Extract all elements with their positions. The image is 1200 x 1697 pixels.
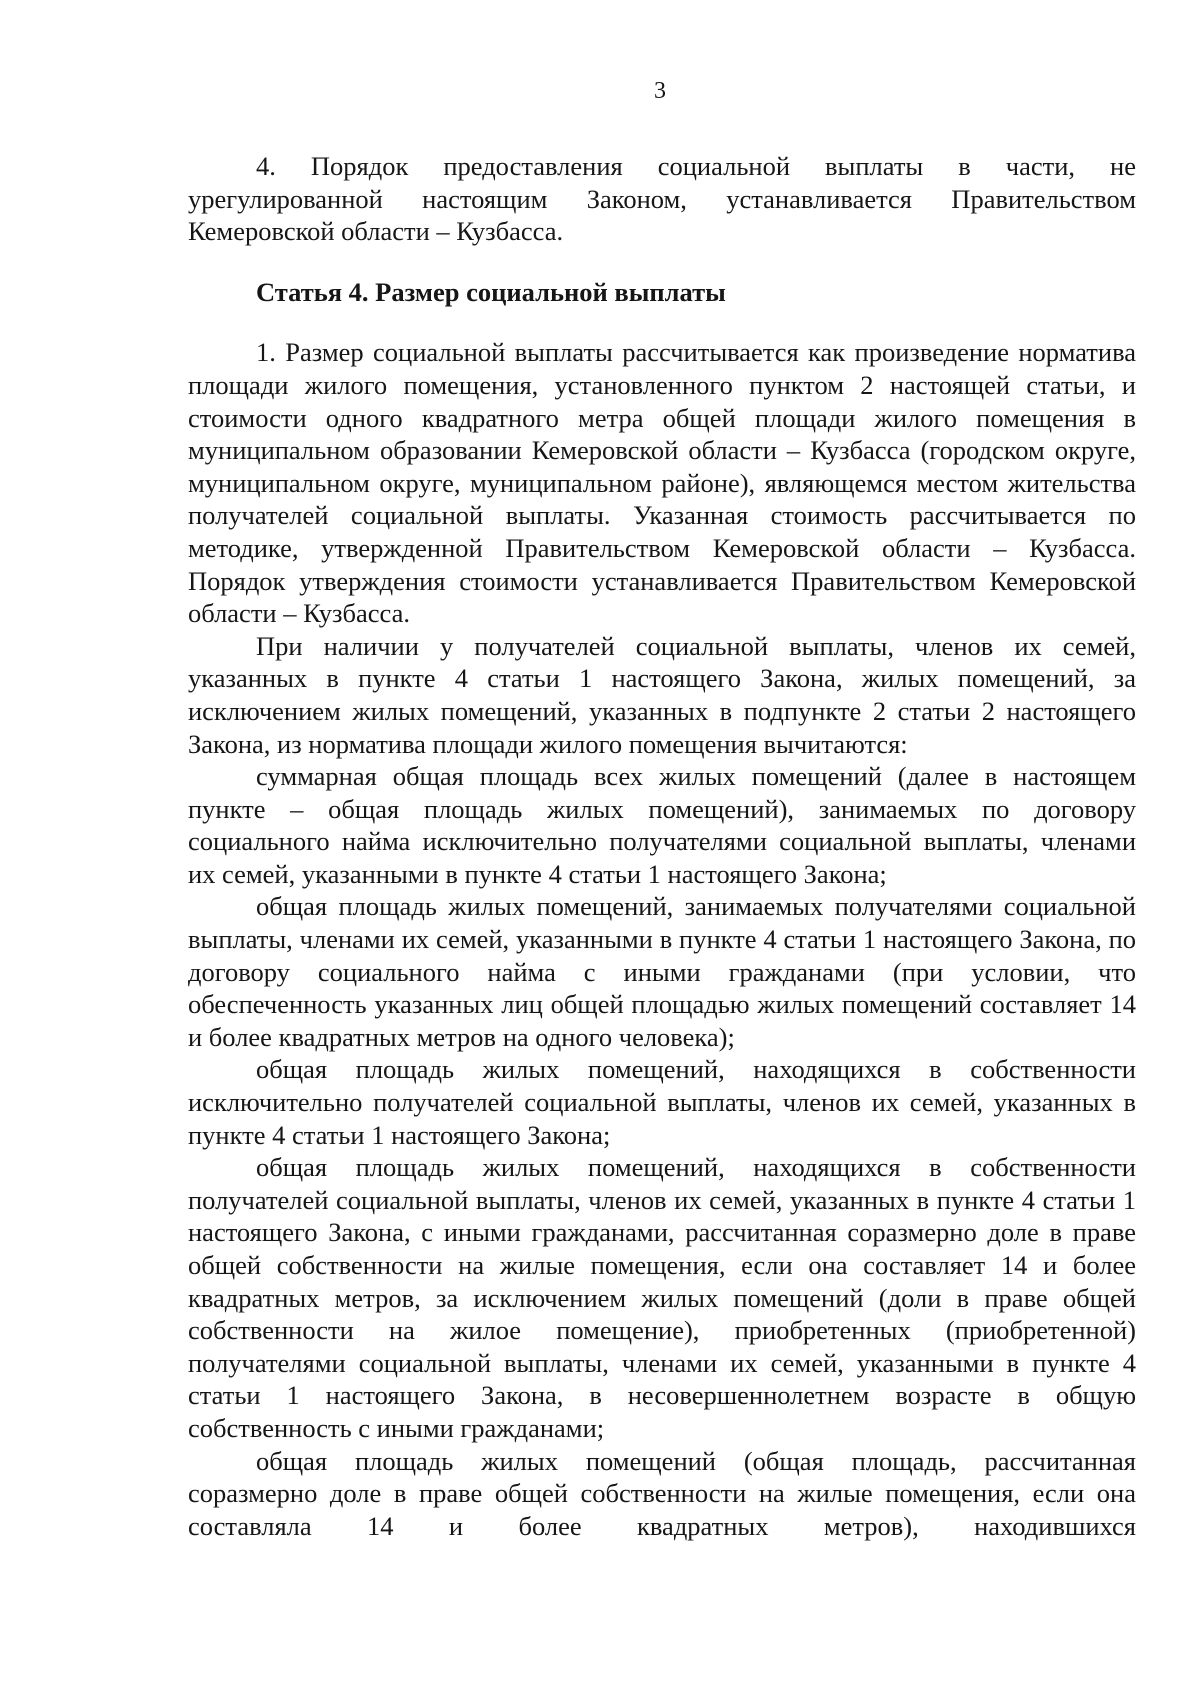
paragraph-7: общая площадь жилых помещений (общая площадь, рассчитанная соразмерно доле в праве общей собственности на жилые помещения, если она составляла 14 и более квадратных метров), находившихся [188,1445,1136,1541]
paragraph-6: общая площадь жилых помещений, находящихся в собственности получателей социальной выплаты, членов их семей, указанных в пункте 4 статьи 1 настоящего Закона, с иными гражданами, рассчитанная соразмерно доле в праве общей собственности на жилые помещения, если она составляет 14 и более квадратных метров, за исключением жилых помещений (доли в праве общей собственности на жилое помещение), приобретенных (приобретенной) получателями социальной выплаты, членами их семей, указанными в пункте 4 статьи 1 настоящего Закона, в несовершеннолетнем возрасте в общую собственность с иными гражданами; [188,1152,1136,1443]
paragraph-3: суммарная общая площадь всех жилых помещений (далее в настоящем пункте – общая площадь жилых помещений), занимаемых по договору социального найма исключительно получателями социальной выплаты, членами их семей, указанными в пункте 4 статьи 1 настоящего Закона; [188,761,1136,889]
paragraph-4: общая площадь жилых помещений, занимаемых получателями социальной выплаты, членами их семей, указанными в пункте 4 статьи 1 настоящего Закона, по договору социального найма с иными гражданами (при условии, что обеспеченность указанных лиц общей площадью жилых помещений составляет 14 и более квадратных метров на одного человека); [188,891,1136,1052]
intro-paragraph: 4. Порядок предоставления социальной выплаты в части, не урегулированной настоящим Законом, устанавливается Правительством Кемеровской области – Кузбасса. [188,151,1136,247]
paragraph-2: При наличии у получателей социальной выплаты, членов их семей, указанных в пункте 4 статьи 1 настоящего Закона, жилых помещений, за исключением жилых помещений, указанных в подпункте 2 статьи 2 настоящего Закона, из норматива площади жилого помещения вычитаются: [188,630,1136,759]
page-number: 3 [654,78,666,104]
document-body [188,150,1136,1542]
article-heading: Статья 4. Размер социальной выплаты [256,276,726,307]
paragraph-5: общая площадь жилых помещений, находящихся в собственности исключительно получателей социальной выплаты, членов их семей, указанных в пункте 4 статьи 1 настоящего Закона; [188,1054,1136,1150]
paragraph-1: 1. Размер социальной выплаты рассчитывается как произведение норматива площади жилого помещения, установленного пунктом 2 настоящей статьи, и стоимости одного квадратного метра общей площади жилого помещения в муниципальном образовании Кемеровской области – Кузбасса (городском округе, муниципальном округе, муниципальном районе), являющемся местом жительства получателей социальной выплаты. Указанная стоимость рассчитывается по методике, утвержденной Правительством Кемеровской области – Кузбасса. Порядок утверждения стоимости устанавливается Правительством Кемеровской области – Кузбасса. [188,337,1136,629]
